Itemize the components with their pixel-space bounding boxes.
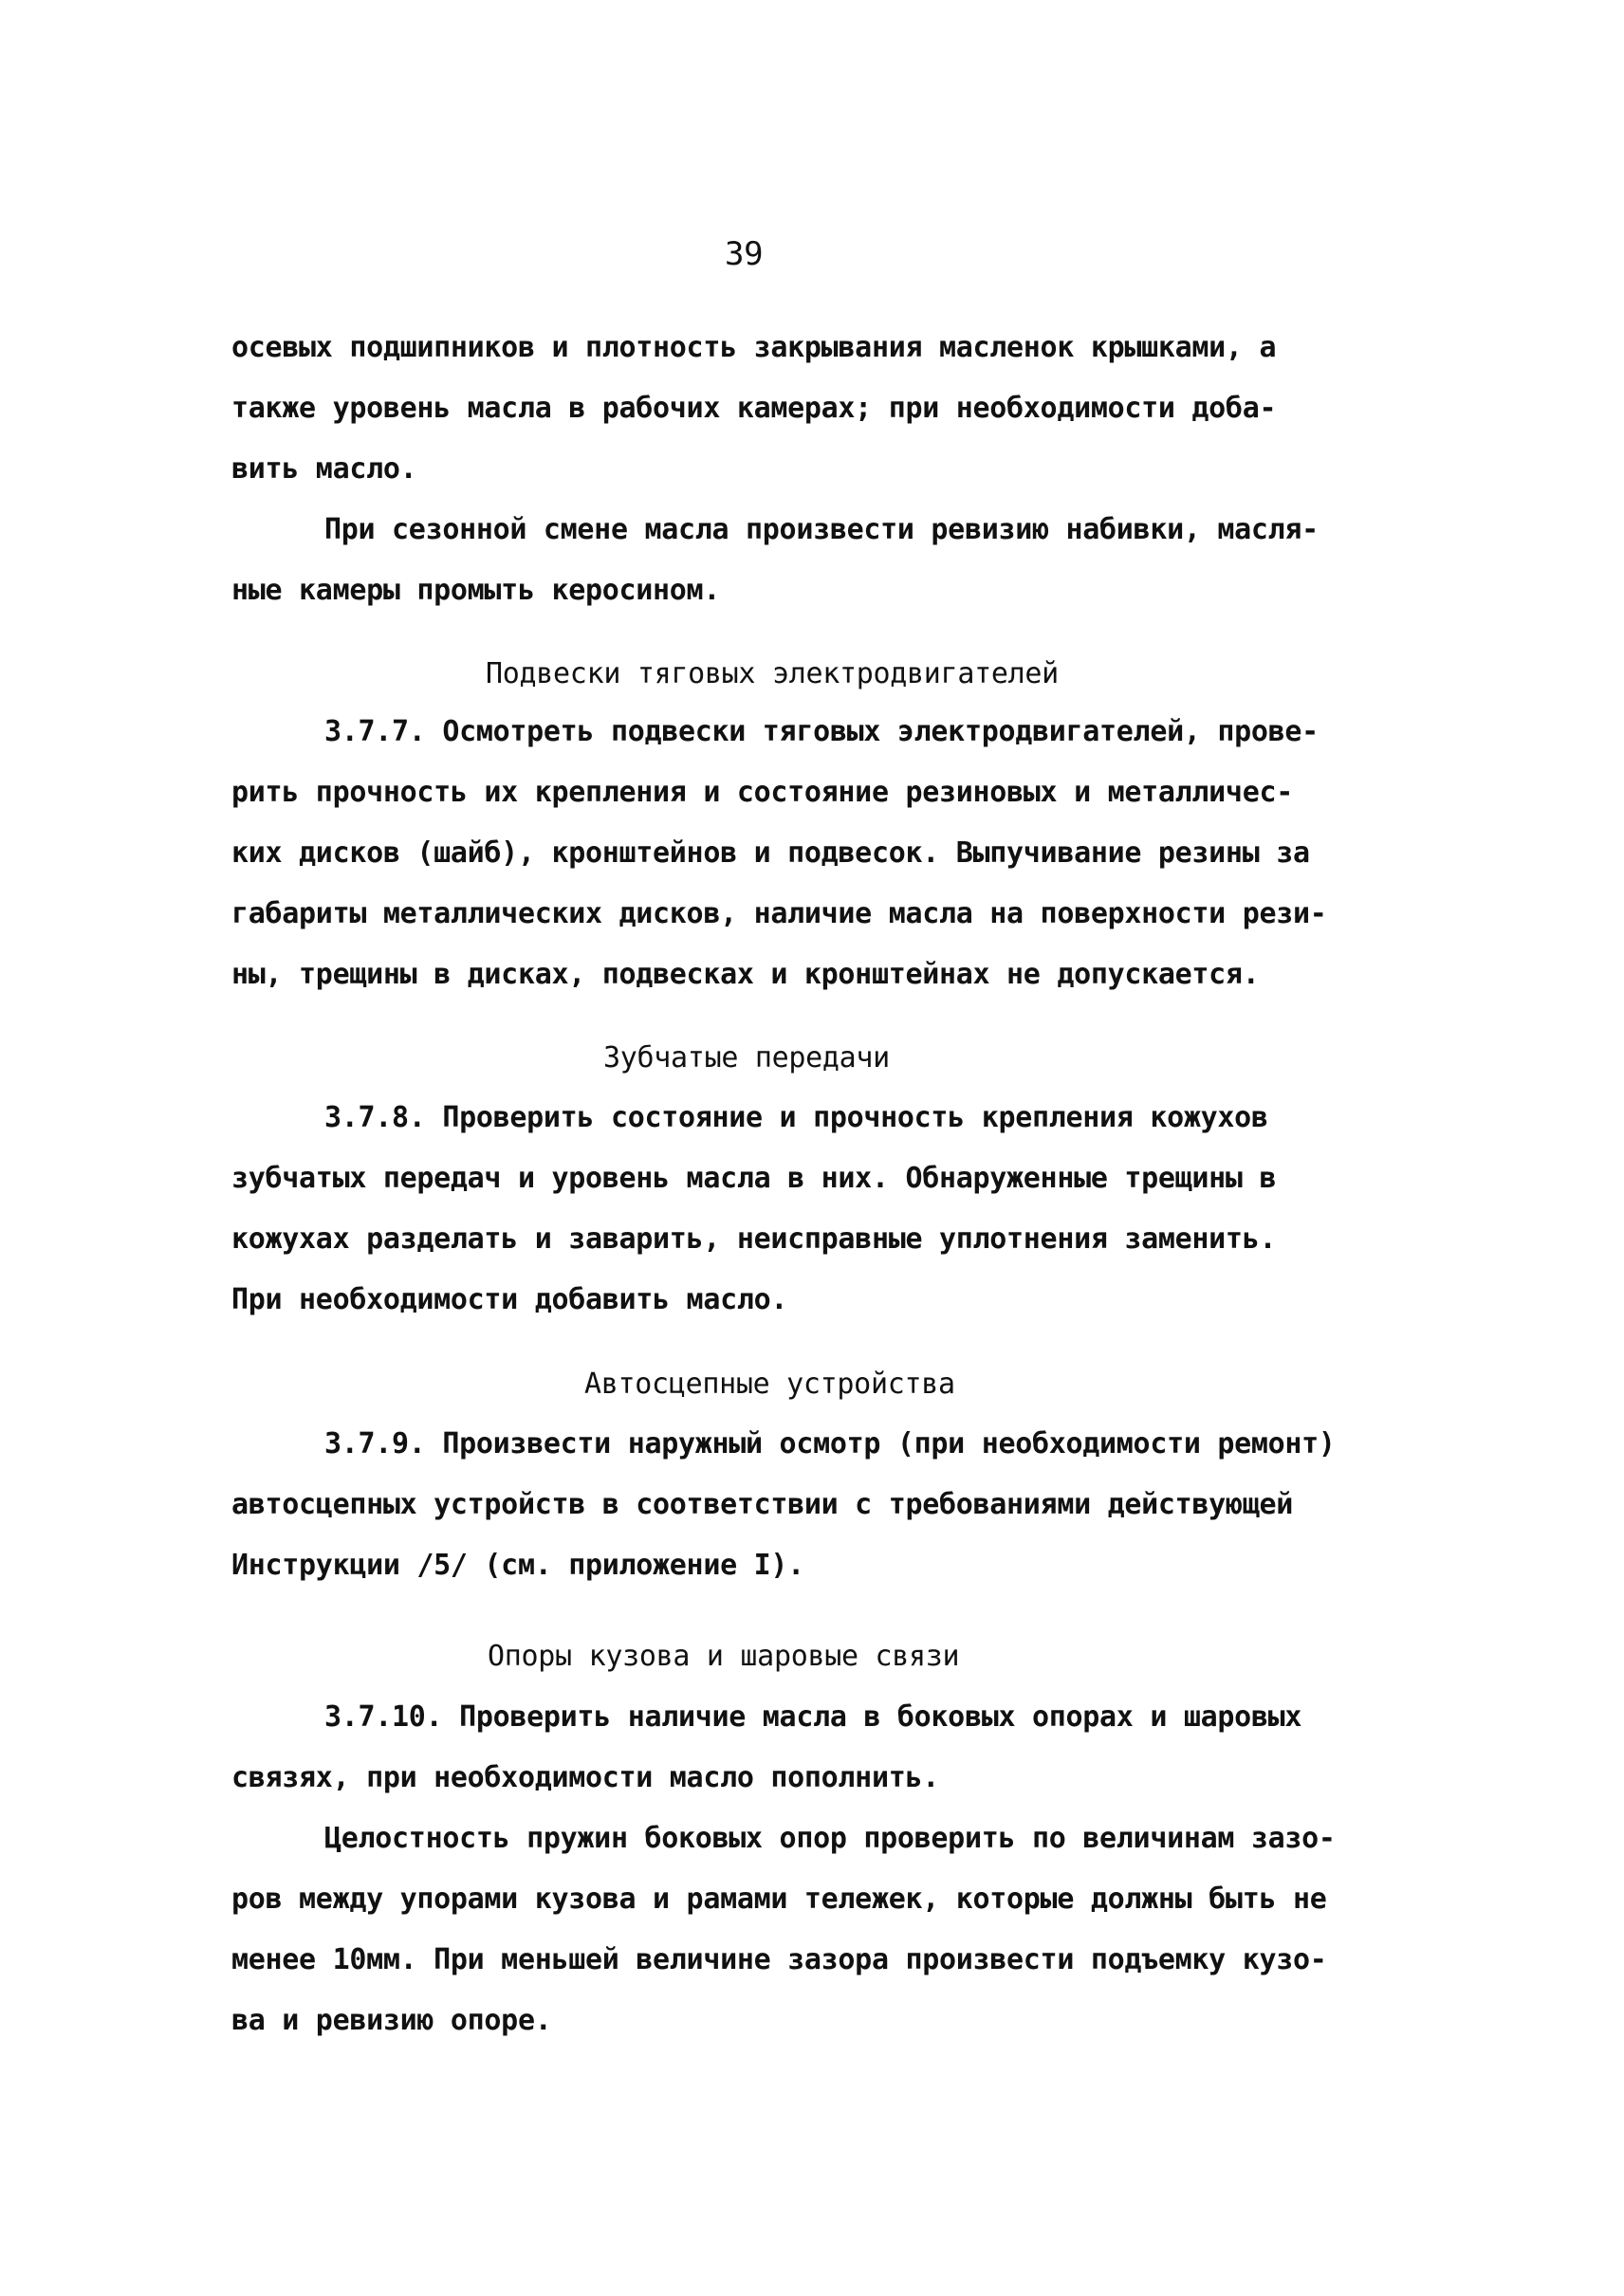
text-line: габариты металлических дисков, наличие масла на поверхности рези- (231, 897, 1327, 930)
text-line: Целостность пружин боковых опор проверить по величинам зазо- (324, 1822, 1336, 1855)
section-heading: Автосцепные устройства (584, 1368, 955, 1401)
text-line: ких дисков (шайб), кронштейнов и подвесок. Выпучивание резины за (231, 836, 1310, 870)
text-line: кожухах разделать и заварить, неисправные уплотнения заменить. (231, 1222, 1277, 1256)
section-heading: Опоры кузова и шаровые связи (488, 1640, 960, 1673)
text-line: рить прочность их крепления и состояние резиновых и металличес- (231, 776, 1293, 809)
text-line: ва и ревизию опоре. (231, 2004, 552, 2037)
text-line: зубчатых передач и уровень масла в них. Обнаруженные трещины в (231, 1162, 1277, 1195)
text-line: 3.7.8. Проверить состояние и прочность крепления кожухов (324, 1101, 1268, 1134)
text-line: также уровень масла в рабочих камерах; при необходимости доба- (231, 392, 1277, 425)
text-line: 3.7.7. Осмотреть подвески тяговых электродвигателей, прове- (324, 715, 1319, 748)
text-line: вить масло. (231, 452, 417, 486)
text-line: связях, при необходимости масло пополнить. (231, 1761, 939, 1794)
text-line: 3.7.10. Проверить наличие масла в боковых опорах и шаровых (324, 1700, 1302, 1734)
text-line: автосцепных устройств в соответствии с требованиями действующей (231, 1488, 1293, 1521)
section-heading: Подвески тяговых электродвигателей (486, 657, 1059, 690)
text-line: ров между упорами кузова и рамами тележек, которые должны быть не (231, 1883, 1327, 1916)
text-line: ные камеры промыть керосином. (231, 574, 721, 607)
text-line: При необходимости добавить масло. (231, 1283, 788, 1316)
text-line: ны, трещины в дисках, подвесках и кронштейнах не допускается. (231, 958, 1260, 991)
page-number: 39 (725, 235, 764, 273)
text-line: При сезонной смене масла произвести ревизию набивки, масля- (324, 513, 1319, 546)
text-line: менее 10мм. При меньшей величине зазора произвести подъемку кузо- (231, 1943, 1327, 1976)
text-line: Инструкции /5/ (см. приложение I). (231, 1549, 804, 1582)
text-line: осевых подшипников и плотность закрывания масленок крышками, а (231, 331, 1277, 364)
text-line: 3.7.9. Произвести наружный осмотр (при необходимости ремонт) (324, 1427, 1336, 1460)
section-heading: Зубчатые передачи (603, 1041, 890, 1075)
